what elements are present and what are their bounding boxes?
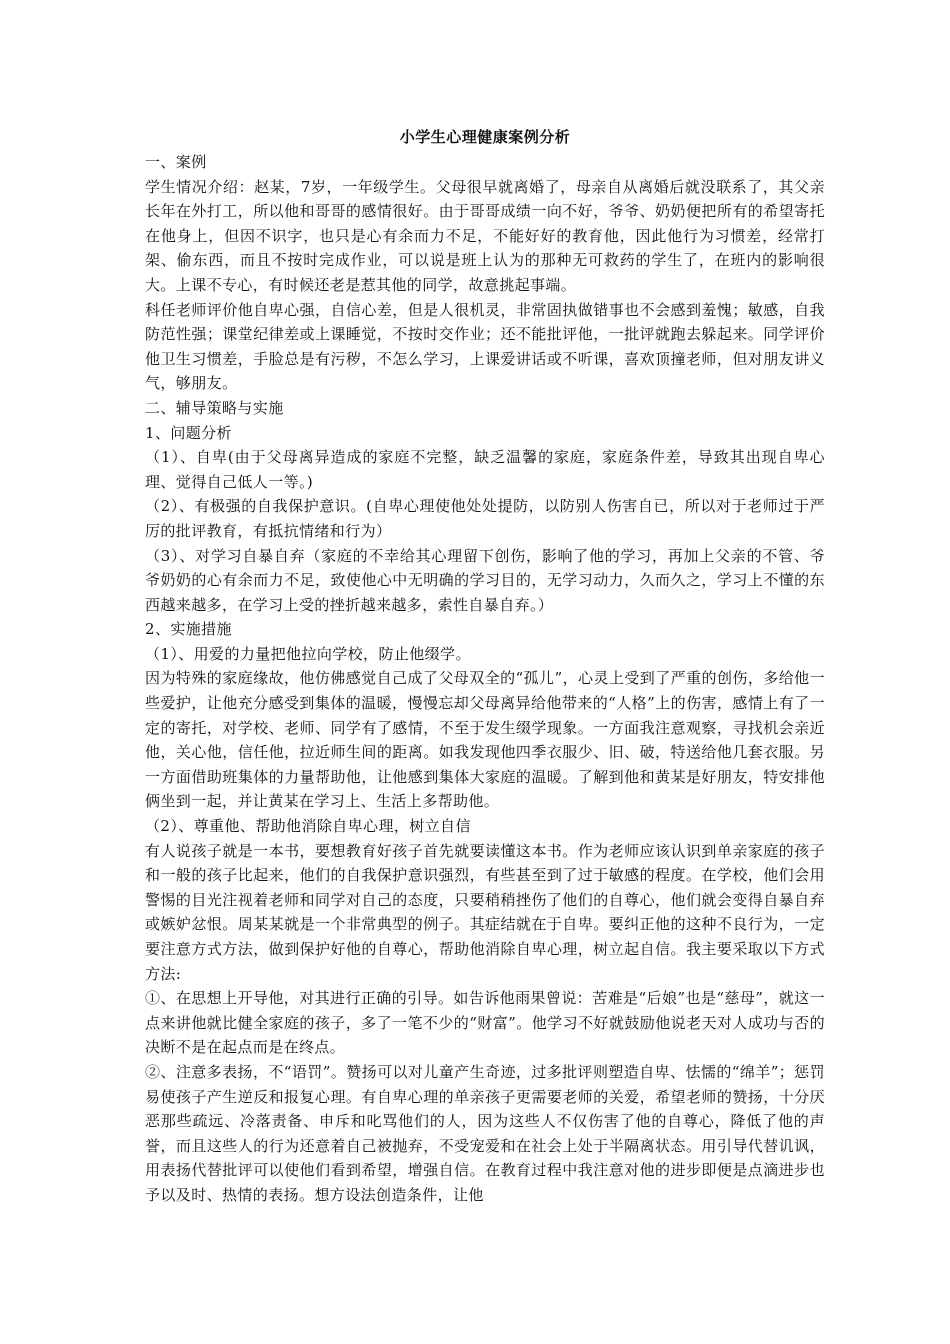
paragraph-measure-1: 因为特殊的家庭缘故，他仿佛感觉自己成了父母双全的“孤儿”，心灵上受到了严重的创伤，多给他一些爱护，让他充分感受到集体的温暖，慢慢忘却父母离异给他带来的“人格”上的伤害，感情上有了一定的寄托，对学校、老师、同学有了感情，不至于发生缀学现象。一方面我注意观察，寻找机会亲近他，关心他，信任他，拉近师生间的距离。如我发现他四季衣服少、旧、破，特送给他几套衣服。另一方面借助班集体的力量帮助他，让他感到集体大家庭的温暖。了解到他和黄某是好朋友，特安排他俩坐到一起，并让黄某在学习上、生活上多帮助他。 (145, 669, 825, 811)
heading-strategy: 二、辅导策略与实施 (145, 398, 284, 417)
paragraph-evaluations: 科任老师评价他自卑心强，自信心差，但是人很机灵，非常固执做错事也不会感到羞愧；敏感，自我防范性强；课堂纪律差或上课睡觉，不按时交作业；还不能批评他，一批评就跑去躲起来。同学评价他卫生习惯差，手脸总是有污秽，不怎么学习，上课爱讲话或不听课，喜欢顶撞老师，但对朋友讲义气，够朋友。 (145, 300, 825, 393)
paragraph-method-1: ①、在思想上开导他，对其进行正确的引导。如告诉他雨果曾说：苦难是“后娘”也是“慈母”，就这一点来讲他就比健全家庭的孩子，多了一笔不少的“财富”。他学习不好就鼓励他说老天对人成功与否的决断不是在起点而是在终点。 (145, 989, 825, 1057)
heading-measure-2: （2）、尊重他、帮助他消除自卑心理，树立自信 (145, 817, 471, 836)
paragraph-analysis-3: （3）、对学习自暴自弃（家庭的不幸给其心理留下创伤，影响了他的学习，再加上父亲的不管、爷爷奶奶的心有余而力不足，致使他心中无明确的学习目的，无学习动力，久而久之，学习上不懂的东西越来越多，在学习上受的挫折越来越多，索性自暴自弃。） (145, 546, 825, 614)
paragraph-analysis-1: （1）、自卑(由于父母离异造成的家庭不完整，缺乏温馨的家庭，家庭条件差，导致其出现自卑心理、觉得自己低人一等。) (145, 448, 825, 491)
heading-measures: 2、实施措施 (145, 620, 232, 639)
heading-case: 一、案例 (145, 153, 207, 171)
paragraph-measure-2: 有人说孩子就是一本书，要想教育好孩子首先就要读懂这本书。作为老师应该认识到单亲家庭的孩子和一般的孩子比起来，他们的自我保护意识强烈，有些甚至到了过于敏感的程度。在学校，他们会用警惕的目光注视着老师和同学对自己的态度，只要稍稍挫伤了他们的自尊心，他们就会变得自暴自弃或嫉妒忿恨。周某某就是一个非常典型的例子。其症结就在于自卑。要纠正他的这种不良行为，一定要注意方式方法，做到保护好他的自尊心，帮助他消除自卑心理，树立起自信。我主要采取以下方式方法: (145, 841, 825, 983)
paragraph-student-intro: 学生情况介绍：赵某，7岁，一年级学生。父母很早就离婚了，母亲自从离婚后就没联系了，其父亲长年在外打工，所以他和哥哥的感情很好。由于哥哥成绩一向不好，爷爷、奶奶便把所有的希望寄托在他身上，但因不识字，也只是心有余而力不足，不能好好的教育他，因此他行为习惯差，经常打架、偷东西，而且不按时完成作业，可以说是班上认为的那种无可救药的学生了，在班内的影响很大。上课不专心，有时候还老是惹其他的同学，故意挑起事端。 (145, 177, 825, 294)
document-title: 小学生心理健康案例分析 (399, 128, 571, 146)
heading-problem-analysis: 1、问题分析 (145, 423, 232, 442)
heading-measure-1: （1）、用爱的力量把他拉向学校，防止他缀学。 (145, 644, 471, 663)
document-page (145, 125, 825, 1208)
paragraph-method-2: ②、注意多表扬，不“语罚”。赞扬可以对儿童产生奇迹，过多批评则塑造自卑、怯懦的“绵羊”；惩罚易使孩子产生逆反和报复心理。有自卑心理的单亲孩子更需要老师的关爱，希望老师的赞扬，十分厌恶那些疏远、冷落责备、申斥和叱骂他们的人，因为这些人不仅伤害了他的自尊心，降低了他的声誉，而且这些人的行为还意着自己被抛弃，不受宠爱和在社会上处于半隔离状态。用引导代替讥讽，用表扬代替批评可以使他们看到希望，增强自信。在教育过程中我注意对他的进步即便是点滴进步也予以及时、热情的表扬。想方设法创造条件，让他 (145, 1062, 825, 1204)
paragraph-analysis-2: （2）、有极强的自我保护意识。(自卑心理使他处处提防，以防别人伤害自已，所以对于老师过于严厉的批评教育，有抵抗情绪和行为） (145, 497, 825, 540)
